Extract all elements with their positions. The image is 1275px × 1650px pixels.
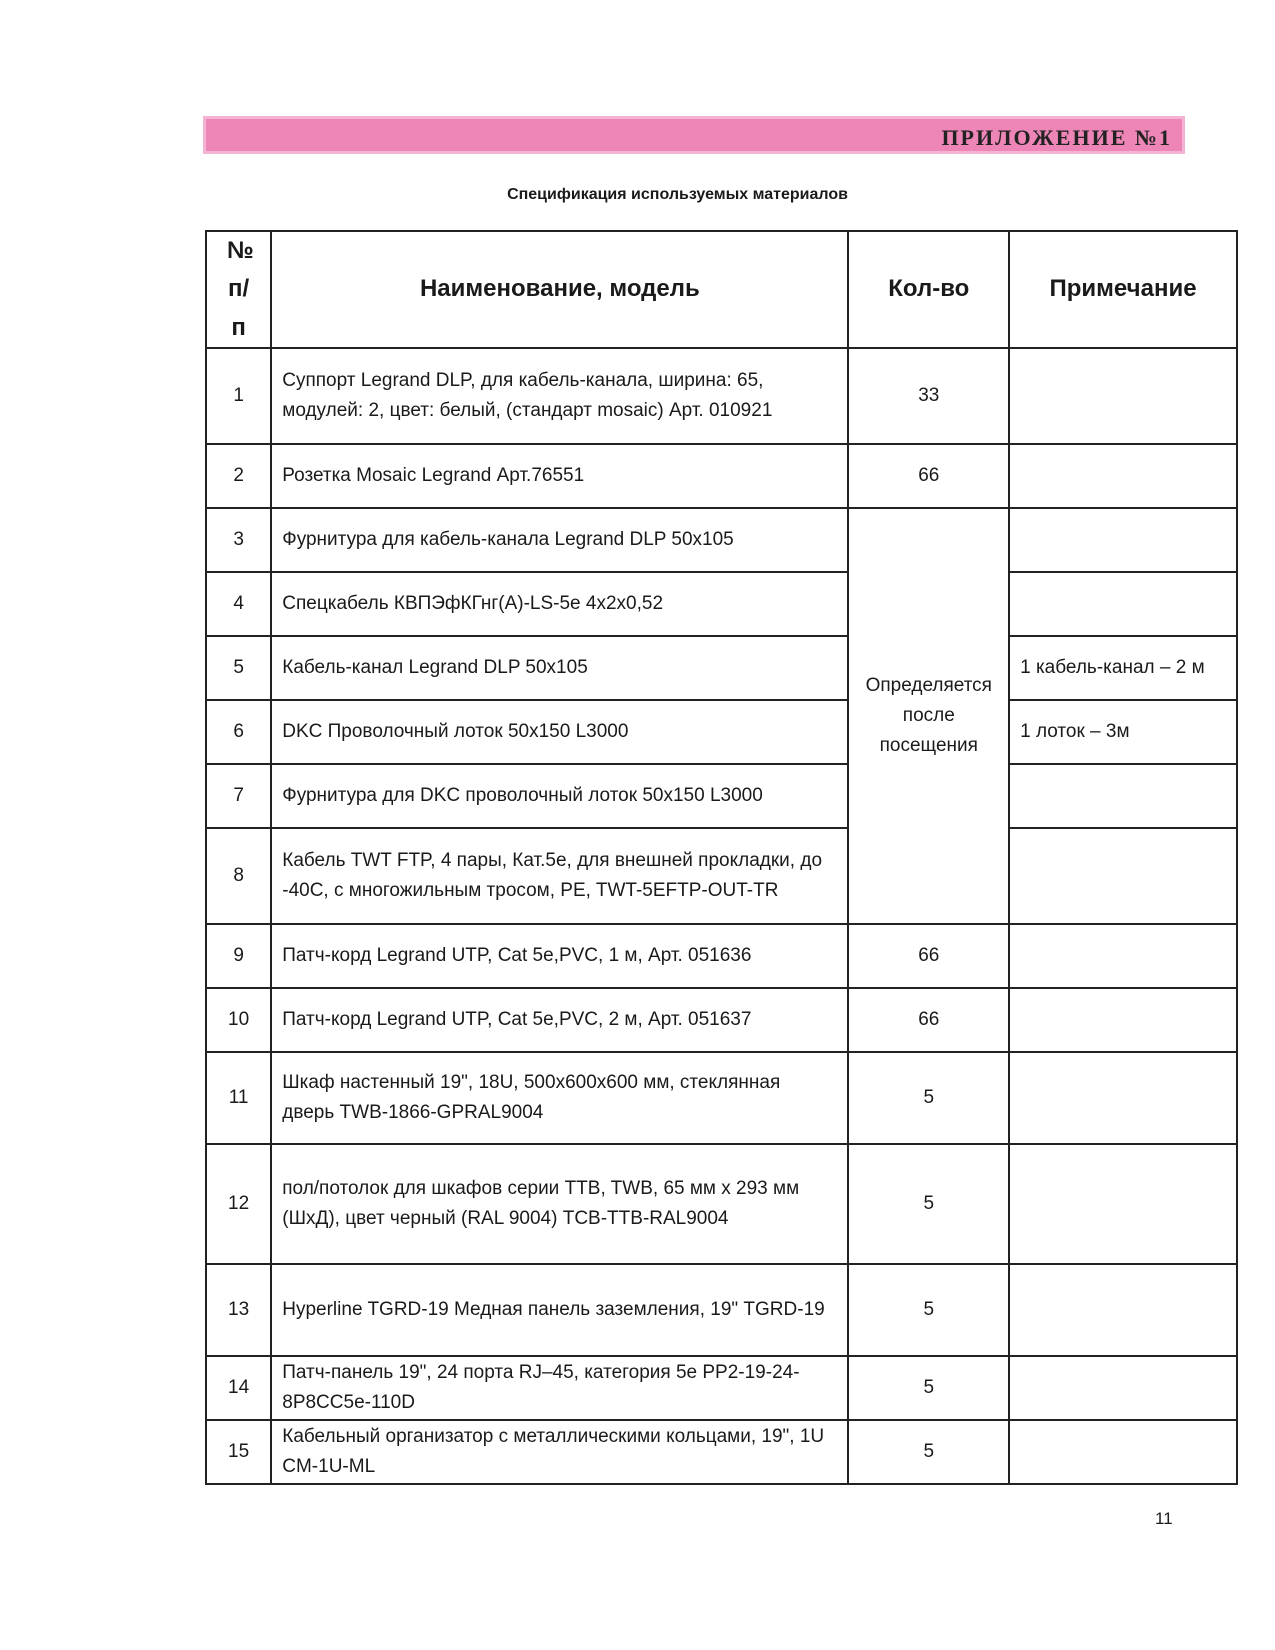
- row-note: [1009, 764, 1237, 828]
- row-qty: 5: [848, 1356, 1009, 1420]
- row-note: [1009, 444, 1237, 508]
- row-num: 13: [206, 1264, 271, 1356]
- row-qty: 5: [848, 1420, 1009, 1484]
- row-qty: 66: [848, 444, 1009, 508]
- table-row: [206, 444, 1237, 508]
- row-num: 11: [206, 1052, 271, 1144]
- merged-qty-cell: Определяется после посещения: [848, 508, 1009, 924]
- row-num: 14: [206, 1356, 271, 1420]
- row-qty: 5: [848, 1144, 1009, 1264]
- row-name: Патч-корд Legrand UTP, Cat 5e,PVC, 1 м, Арт. 051636: [271, 924, 848, 988]
- row-note: 1 кабель-канал – 2 м: [1009, 636, 1237, 700]
- row-name: Патч-панель 19", 24 порта RJ–45, категория 5e PP2-19-24-8P8CC5e-110D: [271, 1356, 848, 1420]
- table-row: [206, 1356, 1237, 1420]
- row-name: Кабель-канал Legrand DLP 50x105: [271, 636, 848, 700]
- table-row: [206, 988, 1237, 1052]
- appendix-header-bar: [203, 116, 1185, 154]
- header-note: Примечание: [1009, 231, 1237, 348]
- table-header-row: [206, 231, 1237, 348]
- document-title: Спецификация используемых материалов: [507, 186, 848, 203]
- row-qty: 66: [848, 988, 1009, 1052]
- row-name: Розетка Mosaic Legrand Арт.76551: [271, 444, 848, 508]
- row-num: 3: [206, 508, 271, 572]
- row-qty: 33: [848, 348, 1009, 444]
- row-name: DKC Проволочный лоток 50x150 L3000: [271, 700, 848, 764]
- row-note: [1009, 572, 1237, 636]
- row-name: Фурнитура для кабель-канала Legrand DLP 50x105: [271, 508, 848, 572]
- row-note: [1009, 988, 1237, 1052]
- page-number: 11: [1155, 1509, 1173, 1528]
- row-num: 15: [206, 1420, 271, 1484]
- table-row: [206, 1420, 1237, 1484]
- row-name: Шкаф настенный 19", 18U, 500x600x600 мм, стеклянная дверь TWB-1866-GPRAL9004: [271, 1052, 848, 1144]
- row-num: 2: [206, 444, 271, 508]
- header-qty: Кол-во: [848, 231, 1009, 348]
- row-name: Кабельный организатор с металлическими кольцами, 19", 1U CM-1U-ML: [271, 1420, 848, 1484]
- row-qty: 5: [848, 1052, 1009, 1144]
- row-note: [1009, 1264, 1237, 1356]
- row-note: [1009, 1420, 1237, 1484]
- table-row: [206, 636, 1237, 700]
- row-name: пол/потолок для шкафов серии TTB, TWB, 65 мм х 293 мм (ШхД), цвет черный (RAL 9004) TCB-TTB-RAL9004: [271, 1144, 848, 1264]
- table-row: [206, 828, 1237, 924]
- row-note: [1009, 828, 1237, 924]
- table-row: [206, 348, 1237, 444]
- table-row: [206, 1264, 1237, 1356]
- row-name: Суппорт Legrand DLP, для кабель-канала, ширина: 65, модулей: 2, цвет: белый, (стандарт mosaic) Арт. 010921: [271, 348, 848, 444]
- row-name: Спецкабель КВПЭфКГнг(А)-LS-5e 4x2x0,52: [271, 572, 848, 636]
- table-row: [206, 508, 1237, 572]
- table-row: [206, 700, 1237, 764]
- row-name: Кабель TWT FTP, 4 пары, Кат.5e, для внешней прокладки, до -40С, с многожильным тросом, PE, TWT-5EFTP-OUT-TR: [271, 828, 848, 924]
- header-num: № п/п: [206, 231, 271, 348]
- row-qty: 66: [848, 924, 1009, 988]
- row-note: [1009, 1144, 1237, 1264]
- row-note: [1009, 1356, 1237, 1420]
- table-row: [206, 924, 1237, 988]
- header-name: Наименование, модель: [271, 231, 848, 348]
- row-name: Фурнитура для DKC проволочный лоток 50x150 L3000: [271, 764, 848, 828]
- table-row: [206, 572, 1237, 636]
- table-row: [206, 1052, 1237, 1144]
- appendix-label: ПРИЛОЖЕНИЕ №1: [941, 125, 1172, 150]
- row-num: 6: [206, 700, 271, 764]
- row-note: [1009, 508, 1237, 572]
- row-num: 12: [206, 1144, 271, 1264]
- row-qty: 5: [848, 1264, 1009, 1356]
- specification-table: [205, 230, 1238, 1485]
- row-note: [1009, 348, 1237, 444]
- row-num: 1: [206, 348, 271, 444]
- row-name: Hyperline TGRD-19 Медная панель заземления, 19" TGRD-19: [271, 1264, 848, 1356]
- row-name: Патч-корд Legrand UTP, Cat 5e,PVC, 2 м, Арт. 051637: [271, 988, 848, 1052]
- row-num: 4: [206, 572, 271, 636]
- row-note: [1009, 924, 1237, 988]
- row-num: 5: [206, 636, 271, 700]
- row-num: 8: [206, 828, 271, 924]
- row-note: [1009, 1052, 1237, 1144]
- table-row: [206, 1144, 1237, 1264]
- row-num: 9: [206, 924, 271, 988]
- row-num: 7: [206, 764, 271, 828]
- row-num: 10: [206, 988, 271, 1052]
- table-row: [206, 764, 1237, 828]
- row-note: 1 лоток – 3м: [1009, 700, 1237, 764]
